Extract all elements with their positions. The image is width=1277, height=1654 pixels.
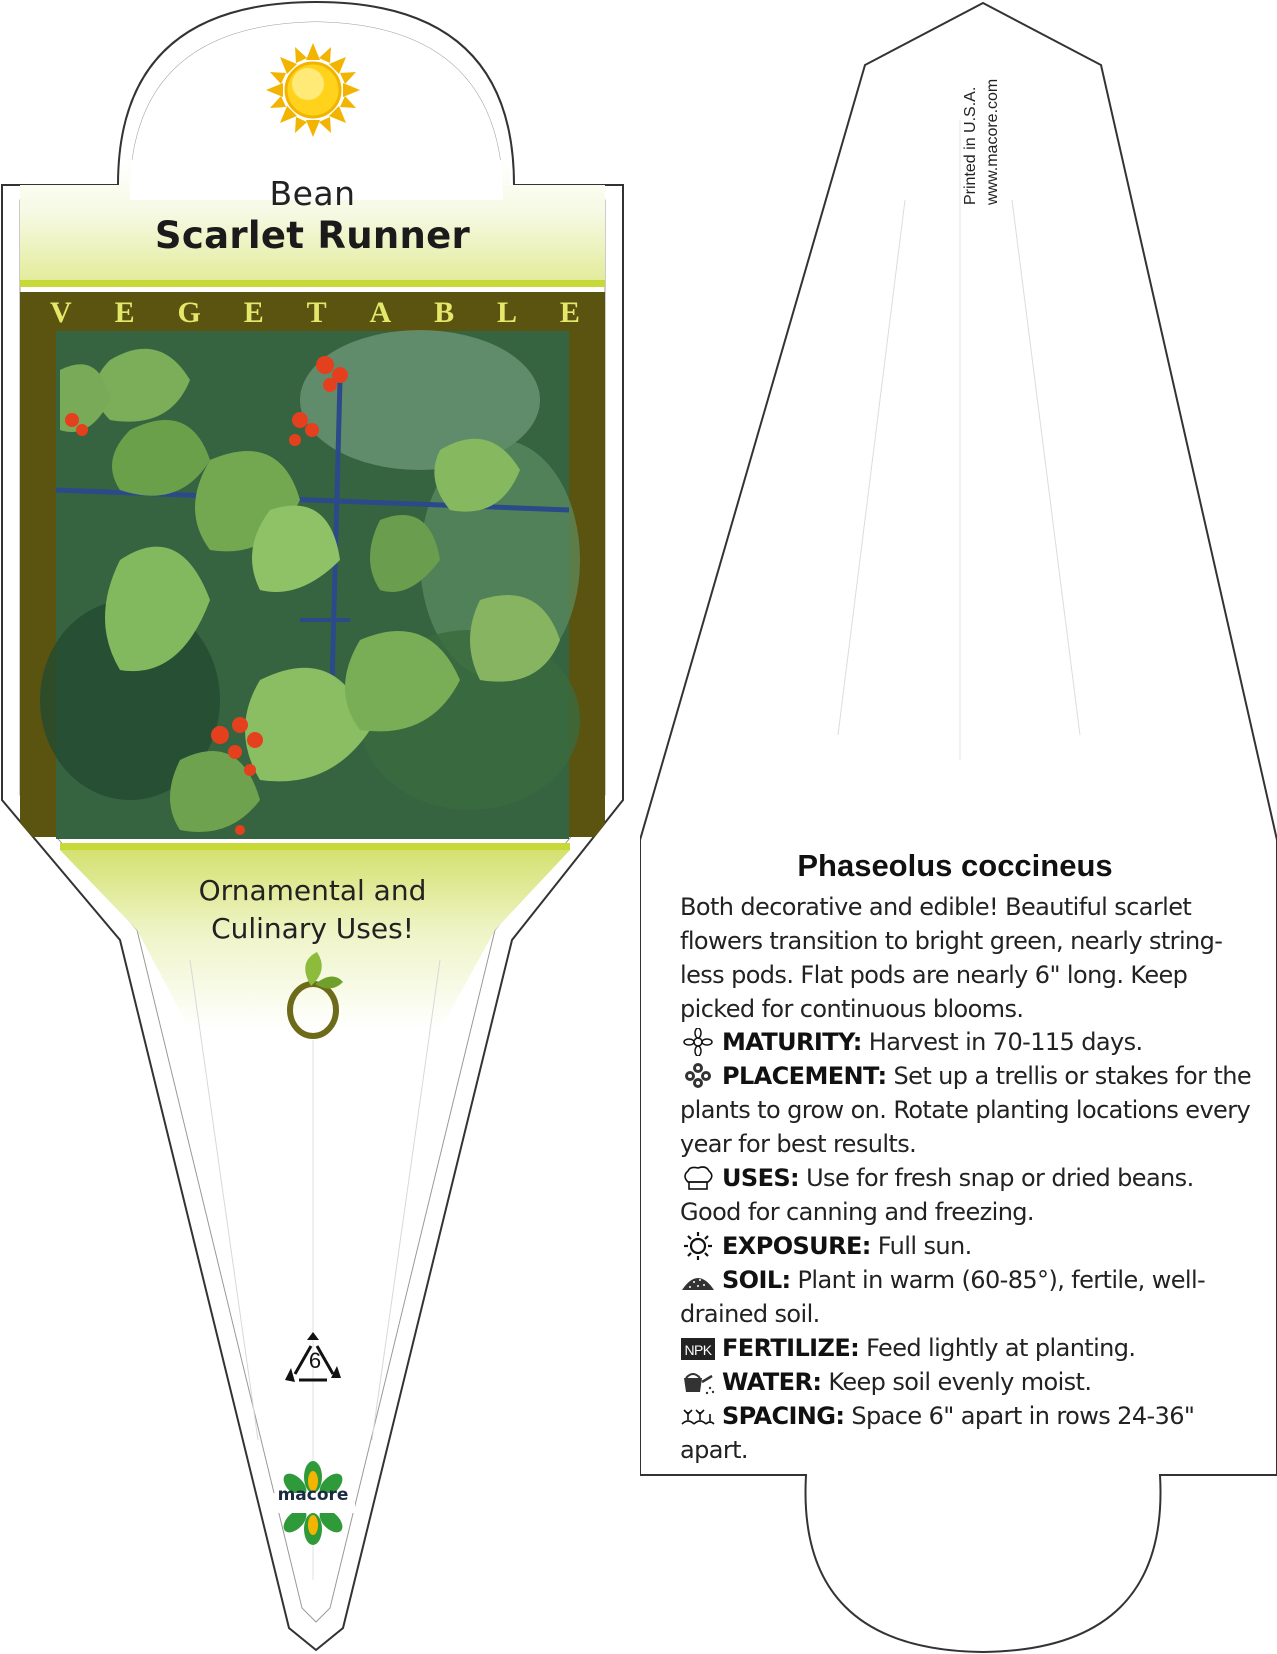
info-water	[680, 1365, 1260, 1399]
info-maturity	[680, 1025, 1260, 1059]
info-label: PLACEMENT:	[722, 1062, 887, 1090]
info-text: Keep soil evenly moist.	[821, 1368, 1092, 1396]
category-letter: B	[434, 296, 455, 329]
variety-name: Scarlet Runner	[154, 214, 471, 257]
info-label: SPACING:	[722, 1402, 845, 1430]
npk-icon	[680, 1334, 716, 1362]
info-text: Space 6" apart in rows 24-36" apart.	[680, 1402, 1195, 1464]
plant-name: Bean	[269, 174, 356, 213]
tagline	[0, 872, 625, 948]
info-label: FERTILIZE:	[722, 1334, 860, 1362]
plant-photo	[40, 330, 580, 839]
info-placement	[680, 1059, 1260, 1161]
flower-icon	[680, 1028, 716, 1056]
category-letter: L	[496, 296, 517, 329]
info-text: Feed lightly at planting.	[859, 1334, 1136, 1362]
recycle-code: 6	[308, 1348, 322, 1373]
watering-can-icon	[680, 1368, 716, 1396]
placement-icon	[680, 1062, 716, 1090]
category-letter: G	[177, 296, 201, 329]
spacing-icon	[680, 1402, 716, 1430]
care-info	[680, 1025, 1260, 1467]
tagline-line2: Culinary Uses!	[211, 912, 414, 945]
info-label: USES:	[722, 1164, 800, 1192]
info-text: Plant in warm (60-85°), fertile, well-drained soil.	[680, 1266, 1206, 1328]
info-text: Set up a trellis or stakes for the plants to grow on. Rotate planting locations every year for best results.	[680, 1062, 1251, 1158]
info-label: SOIL:	[722, 1266, 791, 1294]
category-letter: E	[243, 296, 264, 329]
chef-hat-icon	[680, 1164, 716, 1192]
info-label: WATER:	[722, 1368, 822, 1396]
info-label: MATURITY:	[722, 1028, 862, 1056]
info-soil	[680, 1263, 1260, 1331]
sun-icon	[266, 43, 360, 137]
category-letter: E	[559, 296, 580, 329]
printed-line1: Printed in U.S.A.	[962, 86, 979, 205]
printed-info	[960, 55, 1001, 215]
tagline-line1: Ornamental and	[198, 874, 427, 907]
scientific-name: Phaseolus coccineus	[797, 848, 1113, 883]
description: Both decorative and edible! Beautiful scarlet flowers transition to bright green, nearly string-less pods. Flat pods are nearly 6" long. Keep picked for continuous blooms.	[680, 893, 1223, 1023]
brand-name: macore	[277, 1485, 349, 1505]
info-uses	[680, 1161, 1260, 1229]
category-label	[50, 296, 580, 330]
info-text: Use for fresh snap or dried beans. Good for canning and freezing.	[680, 1164, 1194, 1226]
category-letter: E	[114, 296, 135, 329]
info-text: Harvest in 70-115 days.	[861, 1028, 1143, 1056]
info-exposure	[680, 1229, 1260, 1263]
npk-text: NPK	[684, 1342, 712, 1358]
sun-outline-icon	[680, 1232, 716, 1260]
info-spacing	[680, 1399, 1260, 1467]
category-letter: T	[306, 296, 327, 329]
category-letter: V	[50, 296, 72, 329]
info-label: EXPOSURE:	[722, 1232, 871, 1260]
info-text: Full sun.	[870, 1232, 972, 1260]
category-letter: A	[369, 296, 392, 329]
info-fertilize	[680, 1331, 1260, 1365]
printed-line2: www.macore.com	[984, 78, 1001, 205]
soil-icon	[680, 1266, 716, 1294]
